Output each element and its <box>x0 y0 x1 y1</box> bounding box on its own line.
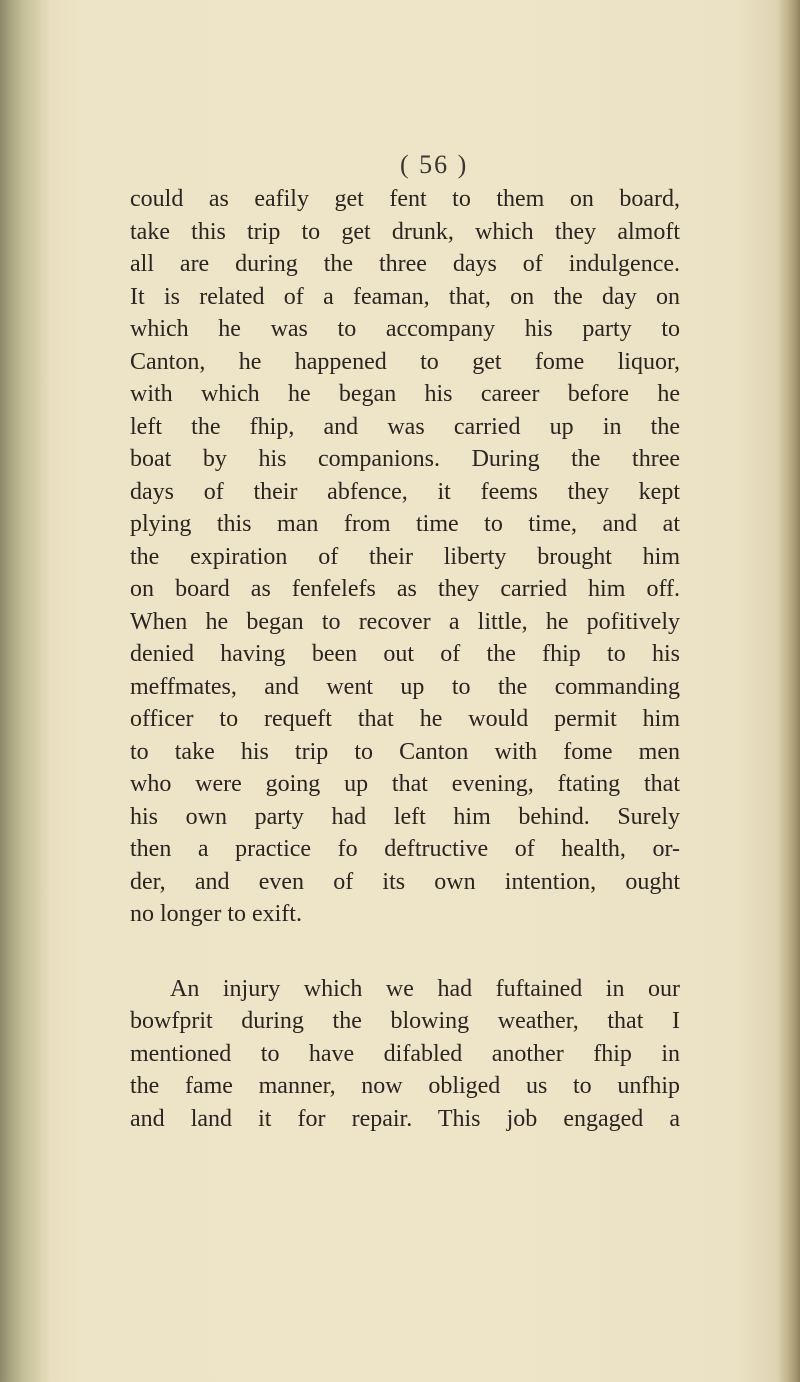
paragraph-2 <box>130 973 680 1136</box>
text-line: denied having been out of the fhip to his <box>130 641 680 667</box>
text-line: der, and even of its own intention, ought <box>130 868 680 895</box>
text-line: the expiration of their liberty brought him <box>130 543 680 570</box>
text-line: Canton, he happened to get fome liquor, <box>130 348 680 375</box>
text-line: An injury which we had fuftained in our <box>170 975 680 1002</box>
text-line: no longer to exift. <box>130 901 302 927</box>
text-line: officer to requeft that he would permit him <box>130 706 680 732</box>
text-line: days of their abfence, it feems they kept <box>130 478 680 505</box>
text-line: take this trip to get drunk, which they almoft <box>130 218 680 245</box>
page-number: ( 56 ) <box>400 150 469 179</box>
text-line: and land it for repair. This job engaged a <box>130 1105 680 1132</box>
text-line: with which he began his career before he <box>130 381 680 407</box>
page-edge-shadow <box>778 0 800 1382</box>
text-line: to take his trip to Canton with fome men <box>130 738 680 765</box>
text-line: left the fhip, and was carried up in the <box>130 413 680 440</box>
text-line: When he began to recover a little, he pofitively <box>130 608 680 635</box>
text-line: which he was to accompany his party to <box>130 316 680 342</box>
text-line: then a practice fo deftructive of health, or- <box>130 836 680 862</box>
text-line: plying this man from time to time, and at <box>130 511 680 537</box>
text-line: on board as fenfelefs as they carried him off. <box>130 576 680 602</box>
text-line: his own party had left him behind. Surely <box>130 803 680 830</box>
text-line: mentioned to have difabled another fhip in <box>130 1040 680 1067</box>
text-line: boat by his companions. During the three <box>130 446 680 472</box>
text-line: all are during the three days of indulgence. <box>130 251 680 277</box>
page-gutter-shadow <box>0 0 50 1382</box>
text-line: who were going up that evening, ftating that <box>130 771 680 797</box>
text-line: It is related of a feaman, that, on the day on <box>130 283 680 310</box>
text-line: could as eafily get fent to them on board, <box>130 186 680 212</box>
text-line: bowfprit during the blowing weather, that I <box>130 1008 680 1034</box>
text-line: meffmates, and went up to the commanding <box>130 673 680 700</box>
text-line: the fame manner, now obliged us to unfhip <box>130 1073 680 1099</box>
paragraph-gap <box>130 931 680 973</box>
body-text <box>130 183 680 1135</box>
paragraph-1 <box>130 183 680 931</box>
